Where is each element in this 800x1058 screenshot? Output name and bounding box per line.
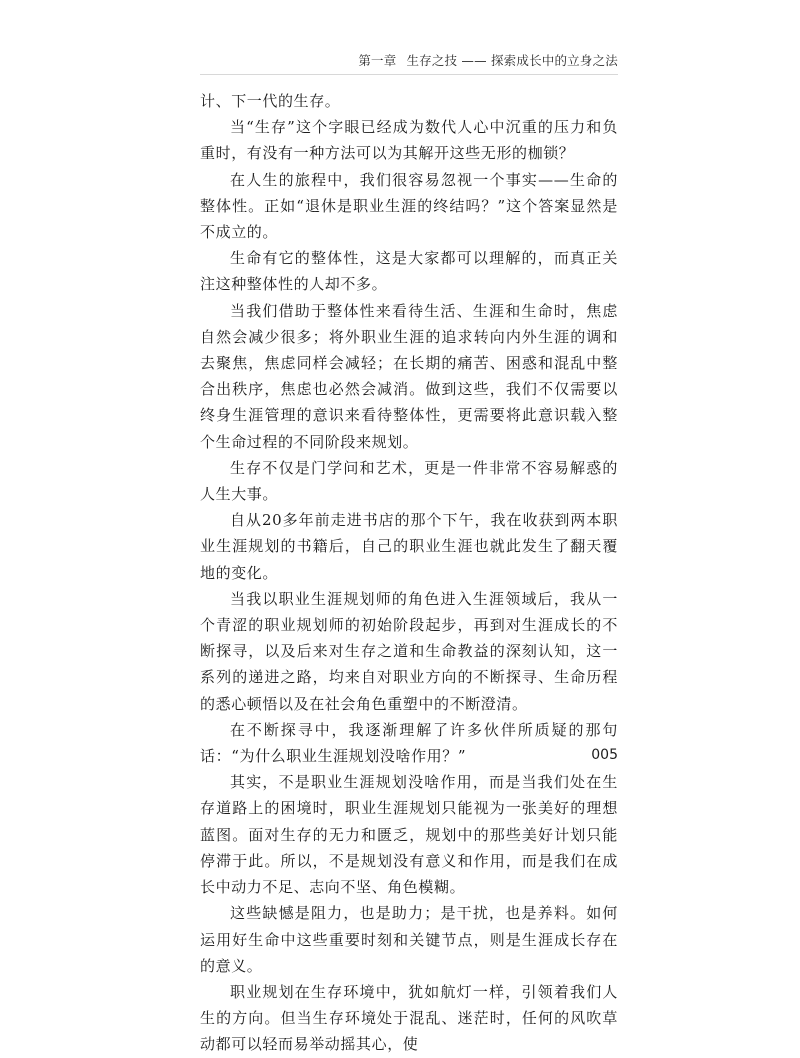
- header-rule: [200, 74, 618, 75]
- paragraph: 计、下一代的生存。: [200, 92, 341, 110]
- page-number: 005: [591, 747, 618, 763]
- paragraph: 这些缺憾是阻力，也是助力；是干扰，也是养料。如何运用好生命中这些重要时刻和关键节点，则是生涯成长存在的意义。: [200, 904, 618, 975]
- paragraph: 自从20多年前走进书店的那个下午，我在收获到两本职业生涯规划的书籍后，自己的职业生涯也就此发生了翻天覆地的变化。: [200, 511, 618, 582]
- chapter-title: 生存之技 —— 探索成长中的立身之法: [406, 53, 618, 68]
- body-text: [200, 88, 618, 1058]
- paragraph: 其实，不是职业生涯规划没啥作用，而是当我们处在生存道路上的困境时，职业生涯规划只能视为一张美好的理想蓝图。面对生存的无力和匮乏，规划中的那些美好计划只能停滞于此。所以，不是规划没有意义和作用，而是我们在成长中动力不足、志向不坚、角色模糊。: [200, 773, 618, 897]
- paragraph: 生命有它的整体性，这是大家都可以理解的，而真正关注这种整体性的人却不多。: [200, 249, 618, 294]
- paragraph: 当“生存”这个字眼已经成为数代人心中沉重的压力和负重时，有没有一种方法可以为其解开这些无形的枷锁？: [200, 118, 618, 163]
- paragraph: 在人生的旅程中，我们很容易忽视一个事实——生命的整体性。正如“退休是职业生涯的终结吗？”这个答案显然是不成立的。: [200, 170, 618, 242]
- paragraph: 当我们借助于整体性来看待生活、生涯和生命时，焦虑自然会减少很多；将外职业生涯的追求转向内外生涯的调和去聚焦，焦虑同样会减轻；在长期的痛苦、困惑和混乱中整合出秩序，焦虑也必然会减消。做到这些，我们不仅需要以终身生涯管理的意识来看待整体性，更需要将此意识载入整个生命过程的不同阶段来规划。: [200, 301, 618, 451]
- paragraph: 职业规划在生存环境中，犹如航灯一样，引领着我们人生的方向。但当生存环境处于混乱、迷茫时，任何的风吹草动都可以轻而易举动摇其心，使: [200, 982, 618, 1054]
- running-head: [358, 51, 618, 69]
- paragraph: 当我以职业生涯规划师的角色进入生涯领域后，我从一个青涩的职业规划师的初始阶段起步，再到对生涯成长的不断探寻，以及后来对生存之道和生命教益的深刻认知，这一系列的递进之路，均来自对职业方向的不断探寻、生命历程的悉心顿悟以及在社会角色重塑中的不断澄清。: [200, 589, 618, 713]
- chapter-number: 第一章: [358, 53, 397, 68]
- paragraph: 生存不仅是门学问和艺术，更是一件非常不容易解惑的人生大事。: [200, 458, 618, 504]
- paragraph: 在不断探寻中，我逐渐理解了许多伙伴所质疑的那句话：“为什么职业生涯规划没啥作用？”: [200, 720, 618, 766]
